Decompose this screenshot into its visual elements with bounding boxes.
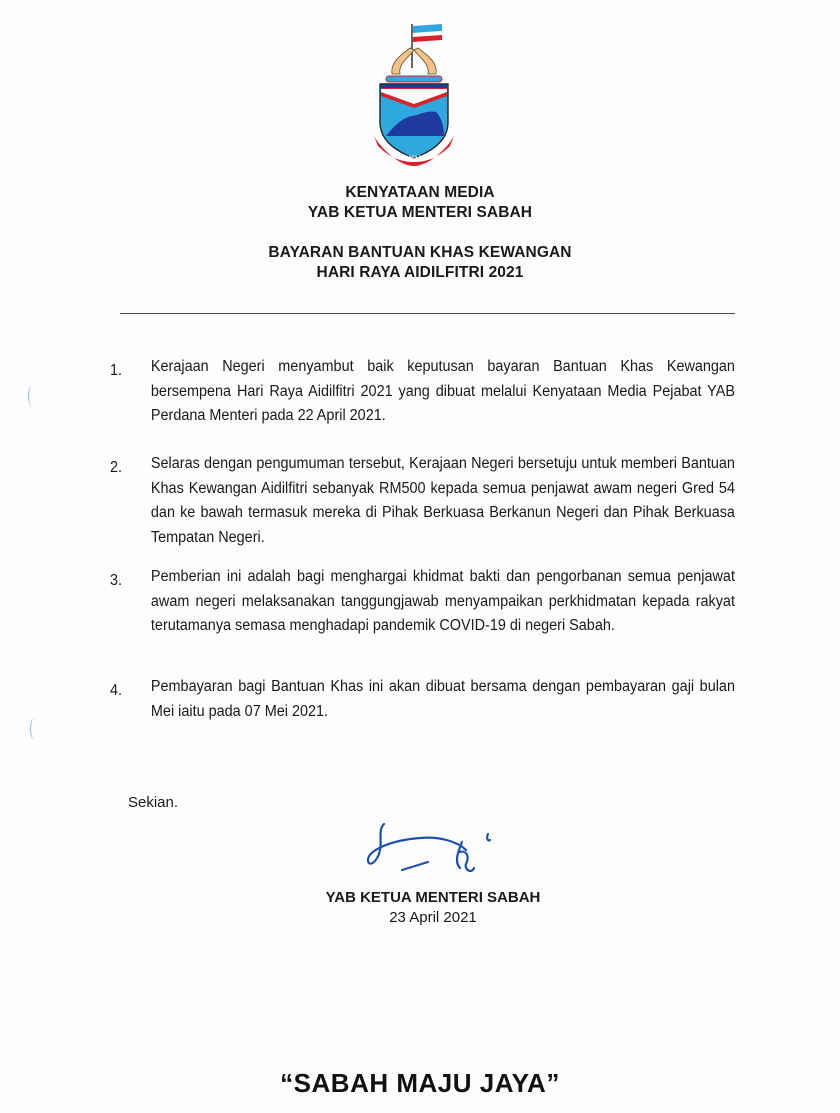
paragraph-number: 4. [110, 682, 123, 699]
punch-hole-mark [30, 718, 39, 740]
paragraph-4 [110, 675, 735, 724]
header-line-media-statement: KENYATAAN MEDIA [345, 184, 495, 201]
paragraph-text: Selaras dengan pengumuman tersebut, Kerajaan Negeri bersetuju untuk memberi Bantuan Khas Kewangan Aidilfitri sebanyak RM500 kepada semua penjawat awam negeri Gred 54 dan ke bawah termasuk mereka di Pihak Berkuasa Berkanun Negeri dan Pihak Berkuasa Tempatan Negeri. [150, 455, 735, 546]
paragraph-1 [110, 355, 735, 429]
punch-hole-mark [28, 385, 37, 407]
paragraph-text: Pembayaran bagi Bantuan Khas ini akan dibuat bersama dengan pembayaran gaji bulan Mei iaitu pada 07 Mei 2021. [150, 678, 735, 720]
signature-date: 23 April 2021 [389, 909, 477, 926]
signature-icon [362, 818, 502, 888]
paragraph-3 [110, 565, 735, 639]
svg-text:SABAH MAJU JAYA: SABAH MAJU JAYA [388, 155, 440, 161]
paragraph-text: Pemberian ini adalah bagi menghargai khidmat bakti dan pengorbanan semua penjawat awam negeri melaksanakan tanggungjawab menyampaikan perkhidmatan kepada rakyat terutamanya semasa menghadapi pandemik COVID-19 di negeri Sabah. [150, 568, 735, 634]
paragraph-number: 3. [110, 572, 123, 589]
signatory-title: YAB KETUA MENTERI SABAH [325, 889, 541, 906]
header-line-issuer: YAB KETUA MENTERI SABAH [307, 204, 533, 221]
paragraph-2 [110, 452, 735, 550]
paragraph-number: 2. [110, 459, 123, 476]
paragraph-text: Kerajaan Negeri menyambut baik keputusan bayaran Bantuan Khas Kewangan bersempena Hari Raya Aidilfitri 2021 yang dibuat melalui Kenyataan Media Pejabat YAB Perdana Menteri pada 22 April 2021. [150, 358, 735, 424]
footer-motto: “SABAH MAJU JAYA” [280, 1068, 560, 1098]
header-divider [120, 313, 735, 314]
closing-remark: Sekian. [128, 794, 179, 811]
subject-line-1: BAYARAN BANTUAN KHAS KEWANGAN [268, 244, 572, 261]
subject-line-2: HARI RAYA AIDILFITRI 2021 [316, 264, 524, 281]
sabah-coat-of-arms-icon [372, 18, 456, 168]
document-header [0, 183, 840, 223]
paragraph-number: 1. [110, 362, 123, 379]
document-subject [0, 243, 840, 283]
